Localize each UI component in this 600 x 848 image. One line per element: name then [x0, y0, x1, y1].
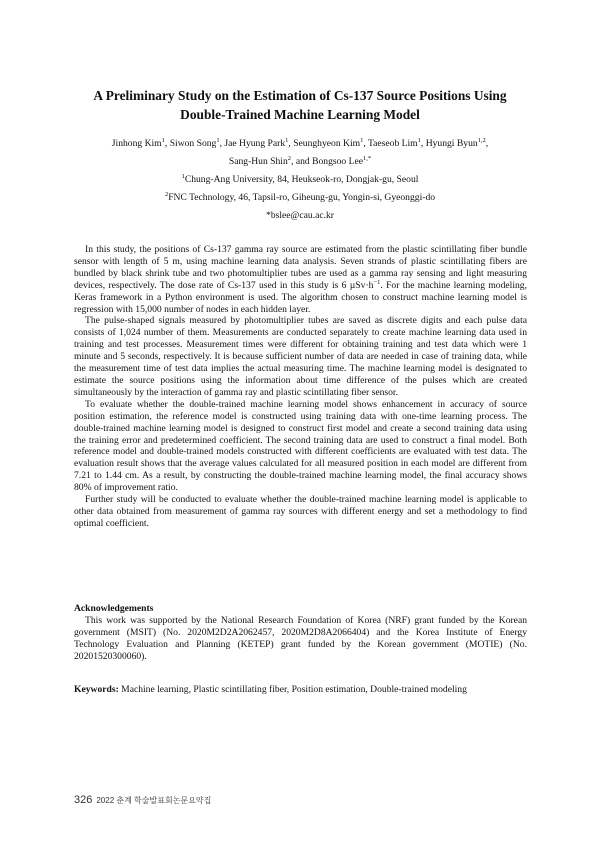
page-footer	[74, 790, 211, 808]
abstract-body	[74, 244, 527, 530]
author-separator: ,	[420, 138, 426, 149]
author: Taeseob Lim	[367, 138, 418, 149]
affiliation-2	[40, 192, 560, 203]
unit-superscript: −1	[373, 278, 381, 286]
affiliation-text: FNC Technology, 46, Tapsil-ro, Giheung-gu, Yongin-si, Gyeonggi-do	[168, 192, 436, 203]
keywords-label: Keywords:	[74, 684, 119, 695]
acknowledgements-heading: Acknowledgements	[74, 603, 154, 614]
footer-text: 2022 춘계 학술발표회논문요약집	[96, 796, 212, 805]
keywords	[74, 684, 467, 695]
abstract-p1-part-a: In this study, the positions of Cs-137 gamma ray source are estimated from the plastic scintillating fiber bundle sensor with length of 5 m, using machine learning data analysis. Seven strands of plastic scintillating fibers are bundled by black shrink tube and two photomultiplier tubes are used as a gamma ray sensing and light measuring devices, respectively. The dose rate of Cs-137 used in this study is 6 µSv·h	[74, 244, 527, 291]
abstract-paragraph-2: The pulse-shaped signals measured by photomultiplier tubes are saved as discrete digits and each pulse data consists of 1,024 number of them. Measurements are conducted separately to create machine learning data used in training and test processes. Measurement times were different for obtaining training and test data which were 1 minute and 5 seconds, respectively. It is because sufficient number of data are needed in case of training data, while the measurement time of test data implies the actual measuring time. The machine learning model is designated to estimate the source positions using the information about time difference of the pulses which are created simultaneously by the interaction of gamma ray and plastic scintillating fiber sensor.	[74, 315, 527, 398]
author: Bongsoo Lee	[312, 156, 363, 167]
author: Jinhong Kim	[111, 138, 162, 149]
title-line-1: A Preliminary Study on the Estimation of Cs-137 Source Positions Using	[93, 88, 507, 103]
affiliation-1	[40, 174, 560, 185]
author-separator: ,	[485, 138, 489, 149]
author-line-2	[40, 156, 560, 167]
author-separator: ,	[219, 138, 225, 149]
author-affiliation: 1	[285, 136, 289, 144]
author-affiliation: 2	[287, 154, 292, 162]
author-separator: , and	[291, 156, 313, 167]
author-affiliation: 1	[216, 136, 220, 144]
affiliation-number: 1	[181, 172, 185, 180]
acknowledgements-text: This work was supported by the National Research Foundation of Korea (NRF) grant funded by the Korean government (MSIT) (No. 2020M2D2A2062457, 2020M2D8A2066404) and the Korea Institute of Energy Technology Evaluation and Planning (KETEP) grant funded by the Korean government (MOTIE) (No. 20201520300060).	[74, 615, 527, 662]
author: Seunghyeon Kim	[293, 138, 361, 149]
title-line-2: Double-Trained Machine Learning Model	[180, 107, 420, 122]
author: Hyungi Byun	[425, 138, 478, 149]
author-affiliation: 1	[417, 136, 421, 144]
author-separator: ,	[164, 138, 170, 149]
corresponding-email: *bslee@cau.ac.kr	[266, 210, 334, 221]
page-number: 326	[74, 794, 93, 806]
abstract-p1-part-b: . For the machine learning modeling, Keras framework in a Python environment is used. The algorithm chosen to construct machine learning model is regression with 15,000 number of nodes in each hidden layer.	[74, 279, 527, 315]
author-affiliation: 1,2	[477, 136, 486, 144]
paper-title	[40, 86, 560, 124]
keywords-text: Machine learning, Plastic scintillating fiber, Position estimation, Double-trained modeling	[121, 684, 467, 695]
acknowledgements-body	[74, 615, 527, 663]
author-affiliation: 1	[360, 136, 364, 144]
author-line-1	[40, 138, 560, 149]
abstract-paragraph-1	[74, 244, 527, 315]
author-separator: ,	[363, 138, 368, 149]
author-affiliation: 1,*	[363, 154, 372, 162]
abstract-paragraph-3: To evaluate whether the double-trained machine learning model shows enhancement in accuracy of source position estimation, the reference model is constructed using training data with one-time learning process. The double-trained machine learning model is designed to construct first model and create a second training data using the training error and predetermined coefficient. The second training data are used to construct a final model. Both reference model and double-trained models constructed with different coefficients are evaluated with test data. The evaluation result shows that the average values calculated for all measured position in each model are different from 7.21 to 1.44 cm. As a result, by constructing the double-trained machine learning model, the final accuracy shows 80% of improvement ratio.	[74, 398, 527, 494]
author: Sang-Hun Shin	[228, 156, 288, 167]
author: Siwon Song	[169, 138, 217, 149]
affiliation-text: Chung-Ang University, 84, Heukseok-ro, Dongjak-gu, Seoul	[184, 174, 419, 185]
author-affiliation: 1	[161, 136, 165, 144]
abstract-paragraph-4: Further study will be conducted to evaluate whether the double-trained machine learning model is applicable to other data obtained from measurement of gamma ray sources with different energy and set a methodology to find optimal coefficient.	[74, 494, 527, 529]
author: Jae Hyung Park	[224, 138, 286, 149]
affiliation-number: 2	[164, 190, 169, 198]
author-separator: ,	[288, 138, 294, 149]
